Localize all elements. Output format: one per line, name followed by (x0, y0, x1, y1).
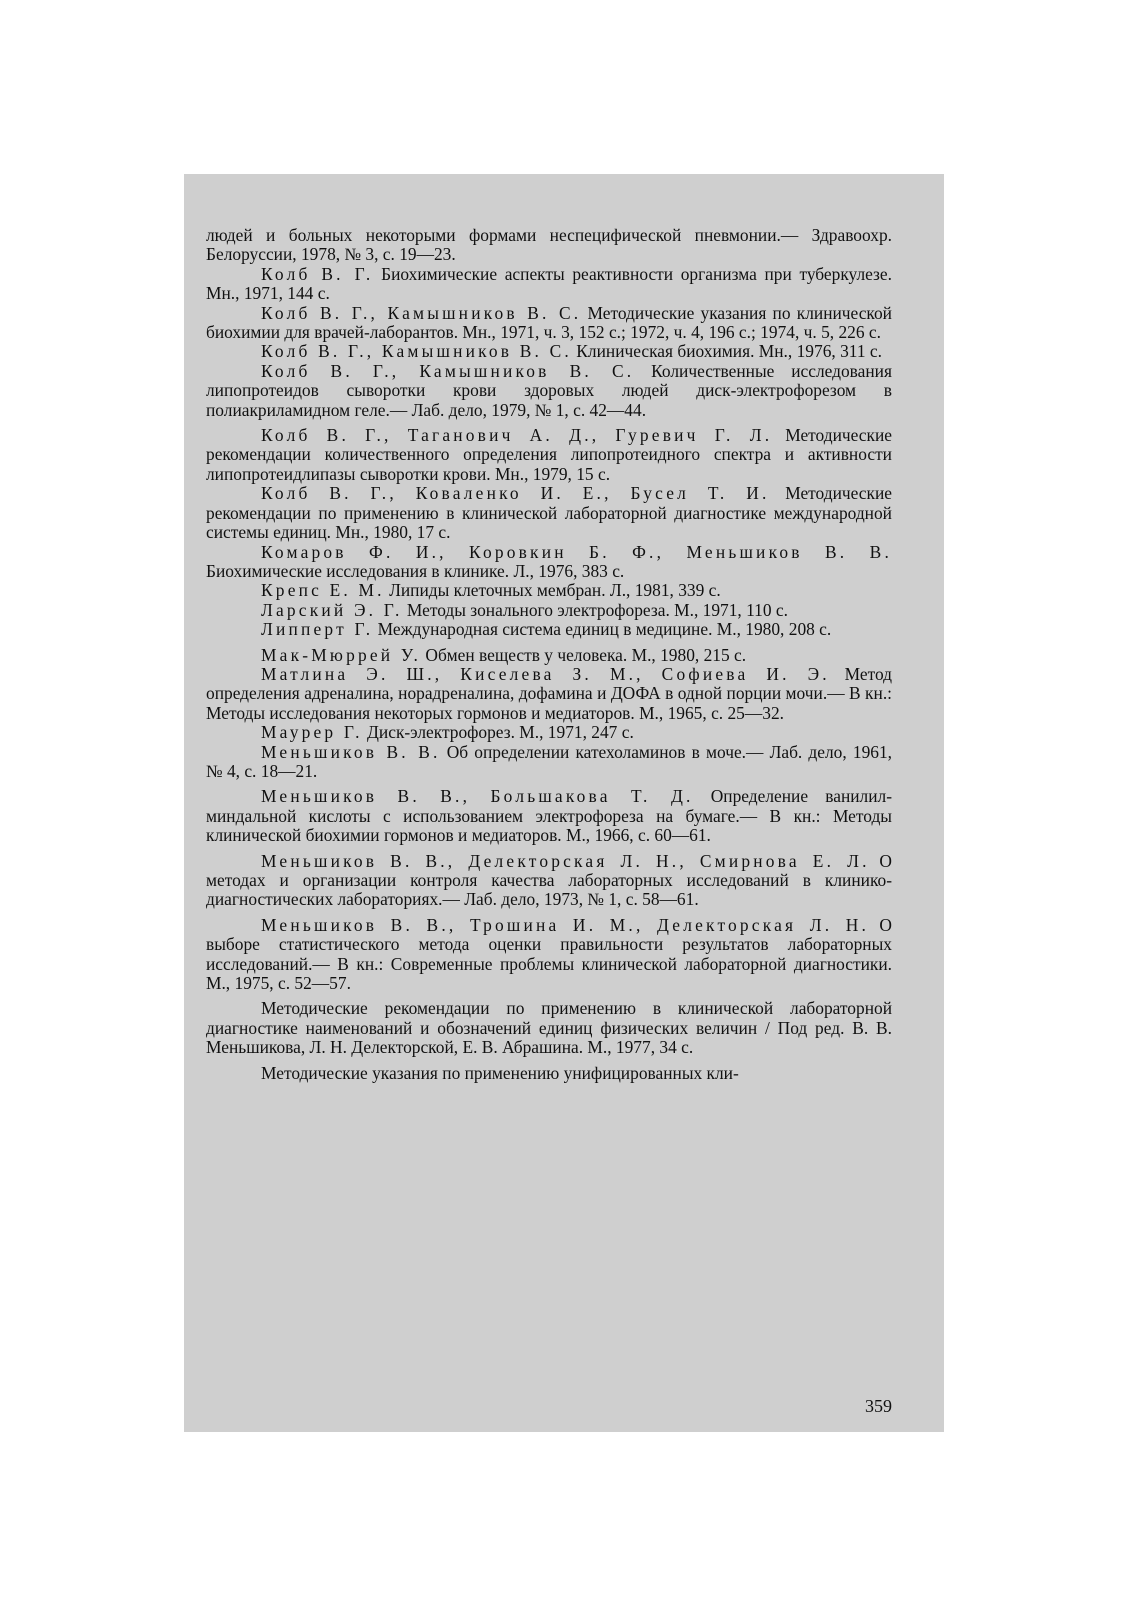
reference-text: О методах и организации контроля качества лабораторных исследований в клинико-диагностических лабораториях.— Лаб. дело, 1973, № 1, с. 58—61. (206, 850, 892, 910)
reference-text: Биохимические аспекты реактивности организма при туберкулезе. Мн., 1971, 144 с. (206, 263, 892, 304)
reference-entry (206, 1064, 892, 1083)
reference-author: Меньшиков В. В., Трошина И. М., Делекторская Л. Н. (261, 914, 870, 935)
reference-author: Меньшиков В. В., Делекторская Л. Н., Смирнова Е. Л. (261, 850, 870, 871)
reference-entry (206, 999, 892, 1057)
reference-entry (206, 743, 892, 782)
reference-entry (206, 620, 892, 639)
reference-author: Колб В. Г., Камышников В. С. (261, 360, 635, 381)
reference-entry (206, 601, 892, 620)
reference-entry (206, 852, 892, 910)
reference-text: О выборе статистического метода оценки правильности результатов лабораторных исследований.— В кн.: Современные проблемы клинической лабораторной диагностики. М., 1975, с. 52—57. (206, 914, 892, 994)
reference-text: Методические указания по клинической биохимии для врачей-лаборантов. Мн., 1971, ч. 3, 152 с.; 1972, ч. 4, 196 с.; 1974, ч. 5, 226 с. (206, 302, 892, 343)
reference-author: Меньшиков В. В., Большакова Т. Д. (261, 786, 694, 807)
reference-author: Липперт Г. (261, 619, 374, 640)
reference-text: Определение ванилил-миндальной кислоты с использованием электрофореза на бумаге.— В кн.: Методы клинической биохимии гормонов и медиаторов. М., 1966, с. 60—61. (206, 786, 893, 846)
reference-text: Методические рекомендации по применению в клинической лабораторной диагностике наименований и обозначений единиц физических величин / Под ред. В. В. Меньшикова, Л. Н. Делекторской, Е. В. Абрашина. М., 1977, 34 с. (206, 998, 892, 1058)
reference-author: Крепс Е. М. (261, 580, 385, 601)
reference-entry (206, 646, 892, 665)
reference-text: Методические указания по применению унифицированных кли- (261, 1062, 739, 1083)
reference-author: Колб В. Г., Камышников В. С. (261, 302, 582, 323)
book-page (184, 174, 944, 1432)
reference-entry (206, 304, 892, 343)
reference-author: Ларский Э. Г. (261, 599, 403, 620)
reference-entry (206, 665, 892, 723)
reference-text: Клиническая биохимия. Мн., 1976, 311 с. (571, 341, 882, 362)
reference-text: Биохимические исследования в клинике. Л., 1976, 383 с. (206, 560, 625, 581)
reference-entry (206, 723, 892, 742)
reference-author: Колб В. Г. (261, 263, 374, 284)
reference-entry (206, 916, 892, 994)
reference-text: Международная система единиц в медицине. М., 1980, 208 с. (373, 619, 832, 640)
reference-text: Диск-электрофорез. М., 1971, 247 с. (362, 722, 634, 743)
page-number: 359 (865, 1396, 892, 1416)
reference-entry (206, 265, 892, 304)
reference-entry (206, 787, 892, 845)
reference-author: Комаров Ф. И., Коровкин Б. Ф., Меньшиков В. В. (261, 541, 892, 562)
reference-entry (206, 226, 892, 265)
reference-author: Меньшиков В. В. (261, 741, 441, 762)
reference-entry (206, 581, 892, 600)
reference-text: людей и больных некоторыми формами неспецифической пневмонии.— Здравоохр. Белоруссии, 1978, № 3, с. 19—23. (206, 225, 892, 265)
reference-text: Количественные исследования липопротеидов сыворотки крови здоровых людей диск-электрофорезом в полиакриламидном геле.— Лаб. дело, 1979, № 1, с. 42—44. (206, 360, 892, 420)
reference-text: Липиды клеточных мембран. Л., 1981, 339 с. (384, 580, 721, 601)
reference-text: Обмен веществ у человека. М., 1980, 215 с. (421, 644, 747, 665)
reference-entry (206, 543, 892, 582)
reference-entry (206, 426, 892, 484)
reference-entry (206, 342, 892, 361)
reference-list (206, 226, 892, 1083)
reference-text: Методические рекомендации количественного определения липопротеидного спектра и активности липопротеидлипазы сыворотки крови. Мн., 1979, 15 с. (206, 425, 892, 484)
reference-text: Об определении катехоламинов в моче.— Лаб. дело, 1961, № 4, с. 18—21. (206, 741, 893, 781)
reference-entry (206, 484, 892, 542)
reference-author: Матлина Э. Ш., Киселева З. М., Софиева И. Э. (261, 663, 830, 684)
reference-text: Метод определения адреналина, норадреналина, дофамина и ДОФА в одной порции мочи.— В кн.: Методы исследования некоторых гормонов и медиаторов. М., 1965, с. 25—32. (206, 663, 892, 723)
reference-author: Колб В. Г., Коваленко И. Е., Бусел Т. И. (261, 483, 770, 504)
reference-text: Методические рекомендации по применению в клинической лабораторной диагностике международной системы единиц. Мн., 1980, 17 с. (206, 483, 892, 543)
reference-entry (206, 362, 892, 420)
reference-author: Мак-Мюррей У. (261, 644, 422, 665)
reference-text: Методы зонального электрофореза. М., 1971, 110 с. (402, 599, 788, 620)
reference-author: Колб В. Г., Камышников В. С. (261, 341, 572, 362)
reference-author: Маурер Г. (261, 722, 363, 743)
reference-author: Колб В. Г., Таганович А. Д., Гуревич Г. Л. (261, 425, 773, 446)
